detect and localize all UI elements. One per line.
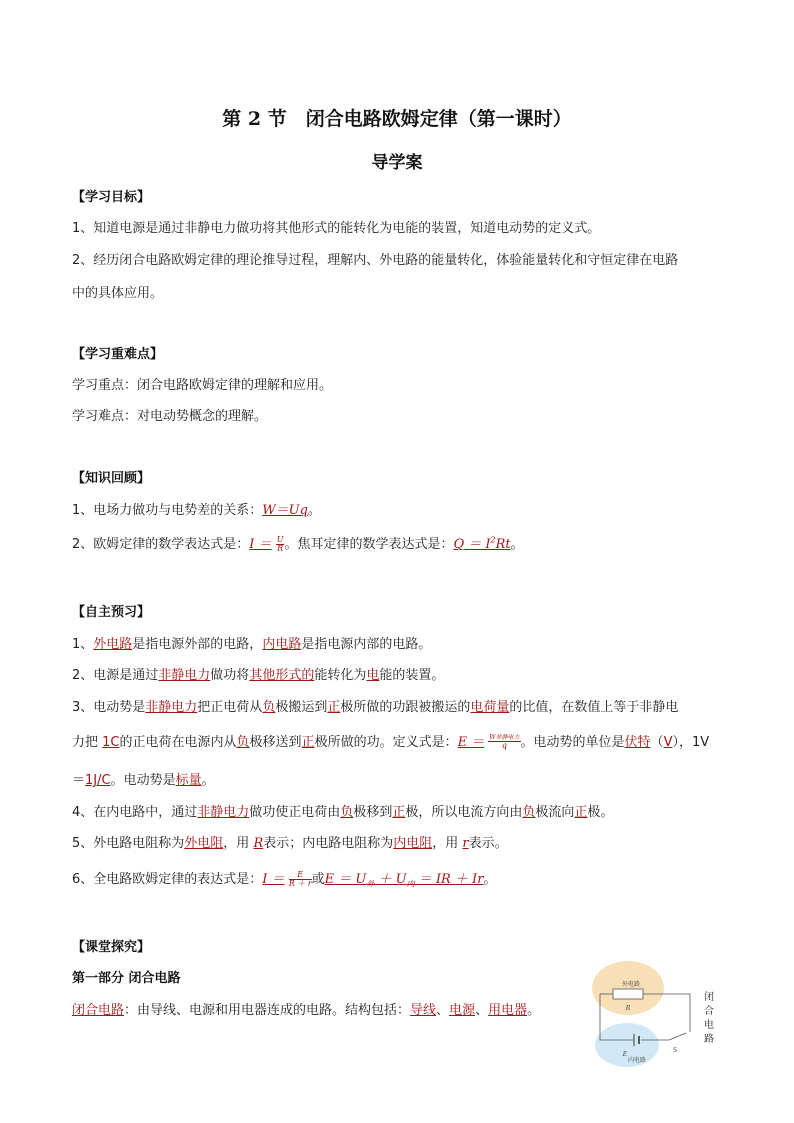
preview-item-3-end <box>72 769 215 788</box>
answer: 正 <box>392 805 406 820</box>
plus-u: ＋ U <box>374 872 407 887</box>
switch-label: S <box>672 1047 678 1054</box>
ohm-closed-lhs: I ＝ <box>262 872 285 887</box>
answer: 闭合电路 <box>72 1003 125 1018</box>
answer: 内电阻 <box>393 836 433 851</box>
answer: 标量 <box>175 773 202 788</box>
text: 做功将 <box>210 668 250 683</box>
answer: 导线 <box>410 1003 437 1018</box>
emf-fraction <box>488 735 520 750</box>
joule-rhs: Rt <box>495 537 511 552</box>
text: 的比值，在数值上等于非静电 <box>509 700 679 715</box>
key-point: 学习重点：闭合电路欧姆定律的理解和应用。 <box>72 378 333 393</box>
goals-heading: 【学习目标】 <box>72 190 151 205</box>
part1-heading: 第一部分 闭合电路 <box>72 971 181 986</box>
answer: 正 <box>327 700 341 715</box>
preview-item-3-cont <box>72 731 709 750</box>
text: 能的装置。 <box>379 668 445 683</box>
text: 是指电源外部的电路， <box>132 637 263 652</box>
text: ），1V <box>672 735 710 750</box>
outer-circuit-label: 外电路 <box>621 981 641 988</box>
text: ，用 <box>432 836 463 851</box>
text: 表示；内电路电阻称为 <box>263 836 394 851</box>
text: 极移送到 <box>249 735 302 750</box>
answer: 负 <box>236 735 250 750</box>
fraction-denominator: R <box>277 544 284 553</box>
answer: 内电路 <box>262 637 302 652</box>
subscript: 外 <box>366 879 375 889</box>
inner-circuit-label: 内电路 <box>627 1057 647 1064</box>
switch-blade <box>669 1033 686 1040</box>
text: 的正电荷在电源内从 <box>119 735 237 750</box>
battery-label: E <box>622 1051 628 1058</box>
answer: 1J/C <box>85 773 111 788</box>
emf-sum-formula <box>325 872 484 887</box>
text: 极所做的功跟被搬运的 <box>340 700 471 715</box>
answer: 其他形式的 <box>249 668 315 683</box>
answer: 负 <box>340 805 354 820</box>
text: 、 <box>475 1003 489 1018</box>
rhs: ＝ IR ＋ Ir <box>414 872 484 887</box>
closed-circuit-diagram <box>585 958 725 1068</box>
closed-circuit-definition <box>72 999 540 1018</box>
text: 把正电荷从 <box>197 700 263 715</box>
text: ＝ <box>72 773 86 788</box>
text: 极，所以电流方向由 <box>405 805 523 820</box>
text: 极搬运到 <box>275 700 328 715</box>
work-formula: W＝Uq <box>262 503 308 518</box>
side-label-char: 闭 <box>704 992 714 1003</box>
answer: R <box>253 836 264 851</box>
side-label-char: 路 <box>704 1034 714 1045</box>
preview-item-4 <box>72 801 613 820</box>
preview-item-5 <box>72 832 508 851</box>
text: ，用 <box>223 836 254 851</box>
text: 。 <box>201 773 215 788</box>
answer: 负 <box>522 805 536 820</box>
ohm-closed-fraction <box>289 871 312 888</box>
text: 。 <box>510 537 524 552</box>
text: 3、电动势是 <box>72 700 146 715</box>
text: 。 <box>527 1003 541 1018</box>
emf-lhs: E ＝ <box>457 735 485 750</box>
answer: 伏特 <box>624 735 651 750</box>
answer: 正 <box>574 805 588 820</box>
answer: 电源 <box>449 1003 476 1018</box>
fraction-numerator: W非静电力 <box>489 734 520 741</box>
text: 。 <box>307 503 321 518</box>
resistor-symbol <box>613 989 643 999</box>
answer: V <box>663 735 673 750</box>
difficulty-heading: 【学习重难点】 <box>72 347 164 362</box>
goal-item-2: 2、经历闭合电路欧姆定律的理论推导过程，理解内、外电路的能量转化，体验能量转化和守恒定律在电路 <box>72 253 679 268</box>
goal-item-1: 1、知道电源是通过非静电力做功将其他形式的能转化为电能的装置，知道电动势的定义式。 <box>72 221 601 236</box>
review-line-2 <box>72 533 524 553</box>
answer: 外电路 <box>93 637 133 652</box>
text: 。焦耳定律的数学表达式是： <box>284 537 454 552</box>
text: 表示。 <box>468 836 508 851</box>
fraction-numerator: U <box>276 535 284 544</box>
answer: r <box>462 836 469 851</box>
page-subtitle: 导学案 <box>371 153 423 173</box>
side-label-char: 电 <box>704 1020 714 1031</box>
preview-heading: 【自主预习】 <box>72 605 151 620</box>
fraction-numerator: E <box>289 871 312 880</box>
text: 2、欧姆定律的数学表达式是： <box>72 537 250 552</box>
text: 。 <box>483 872 497 887</box>
text: 5、外电路电阻称为 <box>72 836 185 851</box>
exponent: 2 <box>490 535 496 545</box>
side-label-char: 合 <box>704 1006 714 1017</box>
resistor-label: R <box>625 1005 631 1012</box>
answer: 正 <box>301 735 315 750</box>
text: 极所做的功。定义式是： <box>314 735 458 750</box>
review-heading: 【知识回顾】 <box>72 471 151 486</box>
text: 做功使正电荷由 <box>249 805 341 820</box>
text: 极。 <box>587 805 614 820</box>
text: 。电动势的单位是 <box>520 735 625 750</box>
answer: 用电器 <box>488 1003 528 1018</box>
text: 或 <box>311 872 325 887</box>
hard-point: 学习难点：对电动势概念的理解。 <box>72 409 268 424</box>
subscript: 内 <box>406 879 415 889</box>
answer: 非静电力 <box>158 668 211 683</box>
fraction-denominator: R ＋ r <box>288 879 312 888</box>
answer: 1C <box>102 735 120 750</box>
text: 是指电源内部的电路。 <box>301 637 432 652</box>
text: 6、全电路欧姆定律的表达式是： <box>72 872 263 887</box>
text: 。电动势是 <box>110 773 176 788</box>
ohm-lhs: I ＝ <box>249 537 272 552</box>
page-title: 第 2 节 闭合电路欧姆定律（第一课时） <box>222 108 572 130</box>
emf-lhs: E ＝ U <box>324 872 367 887</box>
text: 极移到 <box>353 805 393 820</box>
explore-heading: 【课堂探究】 <box>72 940 151 955</box>
text: 1、电场力做功与电势差的关系： <box>72 503 263 518</box>
text: 极流向 <box>535 805 575 820</box>
text: ：由导线、电源和用电器连成的电路。结构包括： <box>124 1003 411 1018</box>
goal-item-2-cont: 中的具体应用。 <box>72 286 164 301</box>
preview-item-3 <box>72 696 678 715</box>
answer: 外电阻 <box>184 836 224 851</box>
text: 1、 <box>72 637 94 652</box>
text: 2、电源是通过 <box>72 668 159 683</box>
joule-formula <box>453 537 510 552</box>
preview-item-2 <box>72 664 444 683</box>
joule-lhs: Q ＝ I <box>453 537 491 552</box>
answer: 负 <box>262 700 276 715</box>
text: 力把 <box>72 735 103 750</box>
preview-item-1 <box>72 633 431 652</box>
preview-item-6 <box>72 868 496 890</box>
review-line-1 <box>72 499 321 518</box>
answer: 非静电力 <box>197 805 250 820</box>
answer: 电荷量 <box>470 700 510 715</box>
text: 、 <box>436 1003 450 1018</box>
answer: 电 <box>366 668 380 683</box>
answer: 非静电力 <box>145 700 198 715</box>
fraction-denominator: q <box>501 741 507 750</box>
text: （ <box>650 735 664 750</box>
text: 4、在内电路中，通过 <box>72 805 198 820</box>
text: 能转化为 <box>314 668 367 683</box>
